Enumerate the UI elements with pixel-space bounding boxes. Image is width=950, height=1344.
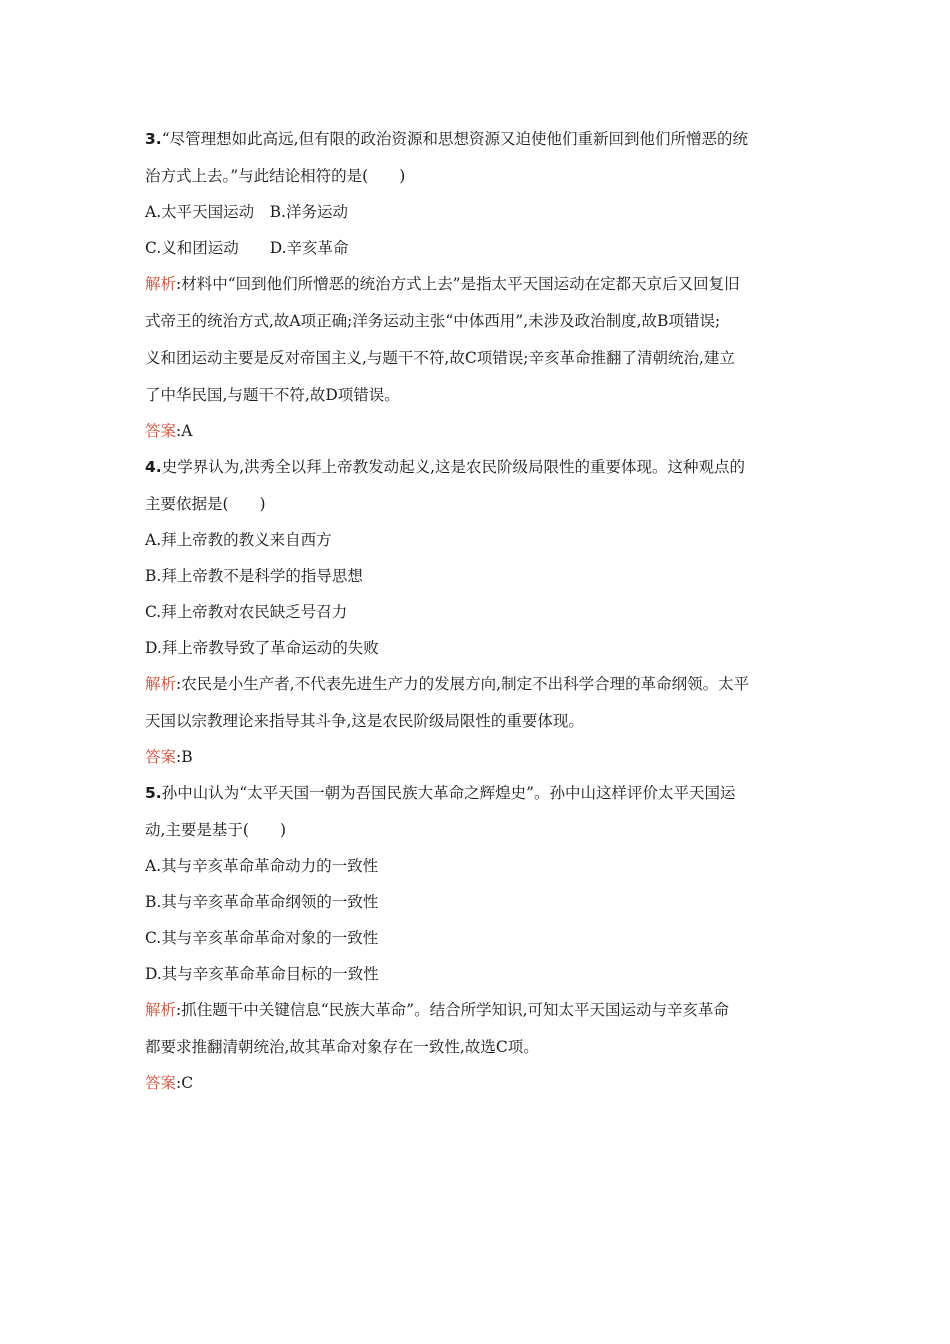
analysis-line: 都要求推翻清朝统治,故其革命对象存在一致性,故选C项。 [145, 1038, 539, 1056]
option-line: C.拜上帝教对农民缺乏号召力 [145, 603, 348, 621]
question-4 [145, 456, 810, 768]
document-page [145, 120, 810, 1094]
option-line: C.义和团运动 D.辛亥革命 [145, 239, 349, 257]
question-stem: 4.史学界认为,洪秀全以拜上帝教发动起义,这是农民阶级局限性的重要体现。这种观点的 [145, 458, 746, 476]
analysis-line: 天国以宗教理论来指导其斗争,这是农民阶级局限性的重要体现。 [145, 712, 584, 730]
answer-line: 答案:A [145, 422, 193, 440]
question-5 [145, 782, 810, 1094]
analysis-line: 式帝王的统治方式,故A项正确;洋务运动主张“中体西用”,未涉及政治制度,故B项错误; [145, 312, 721, 330]
option-line: A.其与辛亥革命革命动力的一致性 [145, 857, 379, 875]
question-stem-continued: 动,主要是基于( ) [145, 821, 287, 839]
question-stem-continued: 主要依据是( ) [145, 495, 266, 513]
option-line: A.太平天国运动 B.洋务运动 [145, 203, 348, 221]
answer-label: 答案 [145, 748, 177, 766]
option-line: B.拜上帝教不是科学的指导思想 [145, 567, 363, 585]
question-stem: 5.孙中山认为“太平天国一朝为吾国民族大革命之辉煌史”。孙中山这样评价太平天国运 [145, 784, 736, 802]
answer-line: 答案:C [145, 1074, 194, 1092]
option-line: A.拜上帝教的教义来自西方 [145, 531, 332, 549]
question-stem: 3.“尽管理想如此高远,但有限的政治资源和思想资源又迫使他们重新回到他们所憎恶的统 [145, 130, 749, 148]
analysis-label: 解析 [145, 1001, 177, 1019]
answer-label: 答案 [145, 1074, 177, 1092]
question-number: 4. [145, 458, 162, 476]
option-line: D.其与辛亥革命革命目标的一致性 [145, 965, 379, 983]
option-line: C.其与辛亥革命革命对象的一致性 [145, 929, 379, 947]
answer-line: 答案:B [145, 748, 193, 766]
analysis-line: 了中华民国,与题干不符,故D项错误。 [145, 386, 400, 404]
analysis-label: 解析 [145, 275, 177, 293]
analysis-label: 解析 [145, 675, 177, 693]
question-number: 5. [145, 784, 162, 802]
analysis-line: 解析:农民是小生产者,不代表先进生产力的发展方向,制定不出科学合理的革命纲领。太平 [145, 675, 750, 693]
question-3 [145, 128, 810, 442]
question-number: 3. [145, 130, 162, 148]
option-line: D.拜上帝教导致了革命运动的失败 [145, 639, 379, 657]
analysis-line: 义和团运动主要是反对帝国主义,与题干不符,故C项错误;辛亥革命推翻了清朝统治,建立 [145, 349, 735, 367]
question-stem-continued: 治方式上去。”与此结论相符的是( ) [145, 167, 406, 185]
answer-label: 答案 [145, 422, 177, 440]
analysis-line: 解析:抓住题干中关键信息“民族大革命”。结合所学知识,可知太平天国运动与辛亥革命 [145, 1001, 730, 1019]
option-line: B.其与辛亥革命革命纲领的一致性 [145, 893, 379, 911]
analysis-line: 解析:材料中“回到他们所憎恶的统治方式上去”是指太平天国运动在定都天京后又回复旧 [145, 275, 740, 293]
